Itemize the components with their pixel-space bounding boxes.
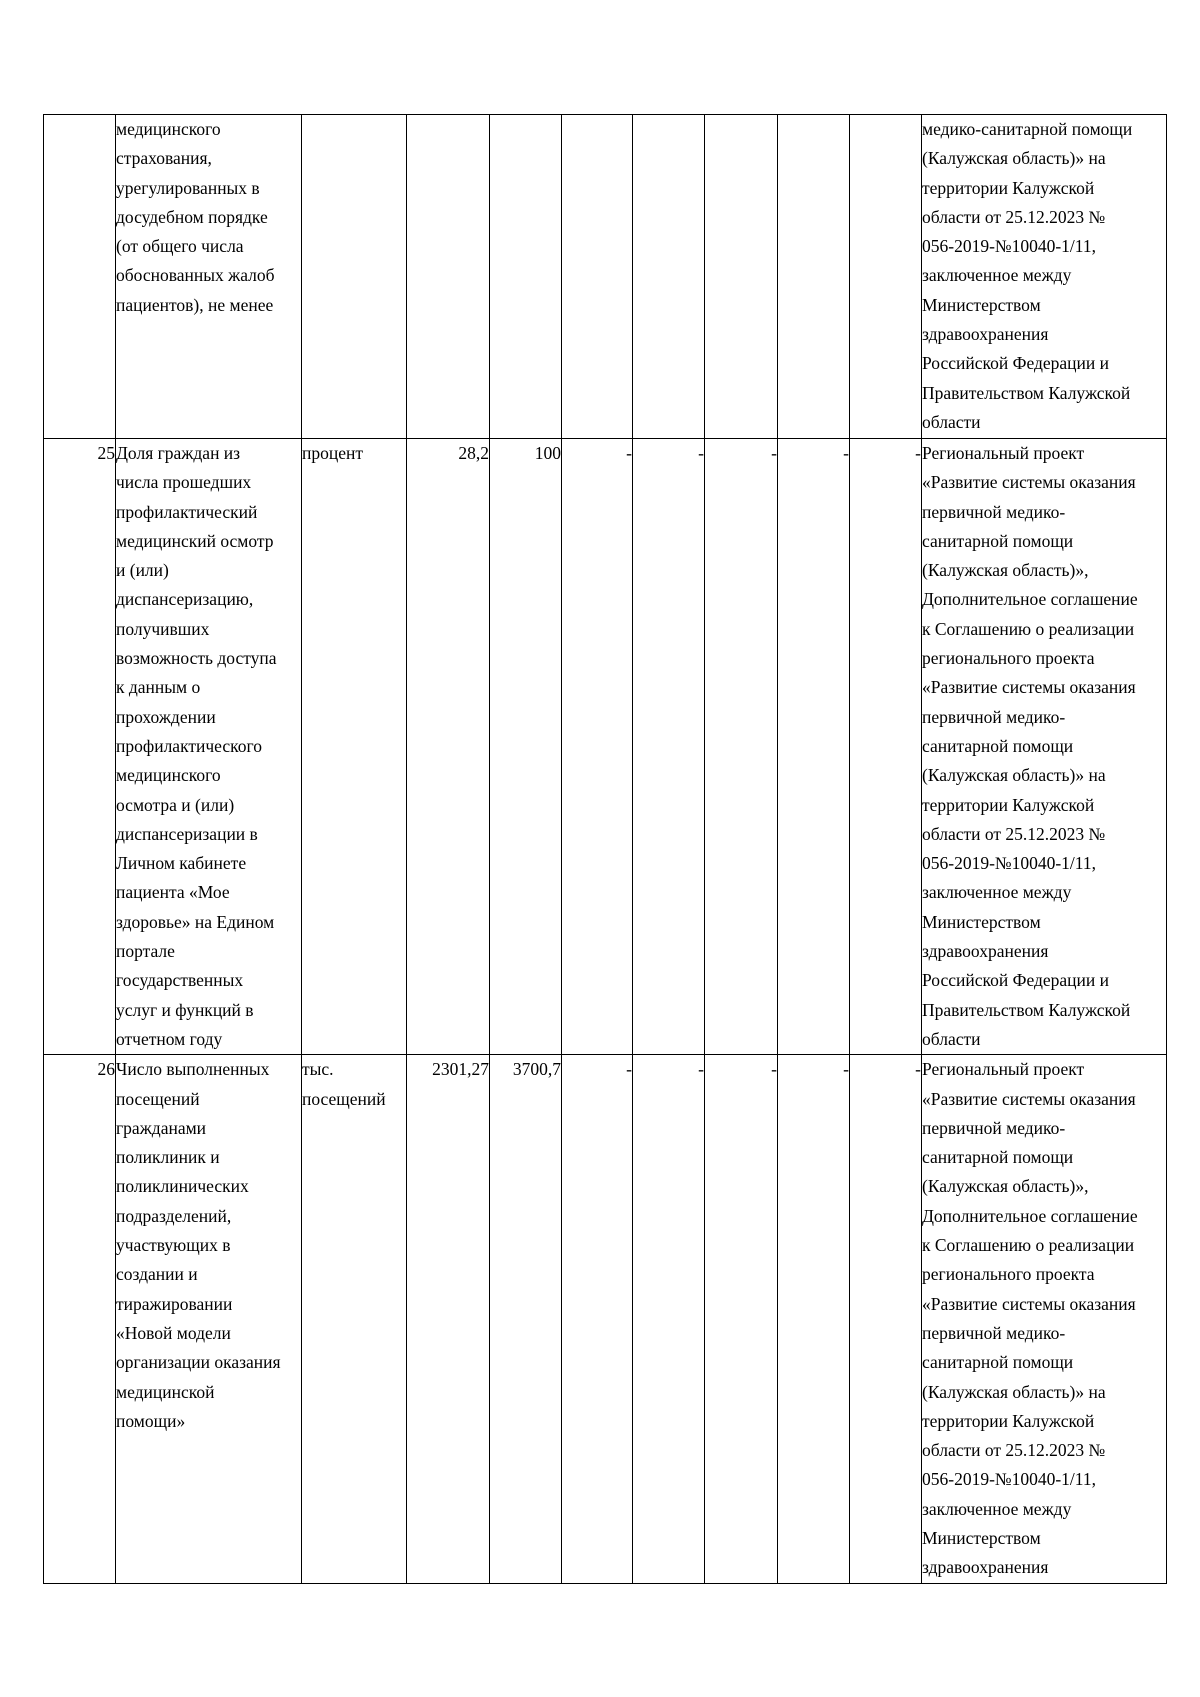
text-line: территории Калужской: [922, 794, 1095, 815]
text-line: «Новой модели: [116, 1322, 231, 1343]
year-value-3: [705, 115, 778, 439]
year-value-1: -: [562, 439, 633, 1055]
row-number: [44, 115, 116, 439]
text-line: территории Калужской: [922, 1410, 1095, 1431]
text-line: Дополнительное соглашение: [922, 589, 1138, 610]
text-line: подразделений,: [116, 1205, 232, 1226]
text-line: медицинского: [116, 119, 221, 139]
text-line: к Соглашению о реализации: [922, 1235, 1135, 1256]
text-line: досудебном порядке: [116, 206, 268, 227]
year-value-2: -: [633, 439, 705, 1055]
text-line: Правительством Калужской: [922, 999, 1131, 1020]
text-line: урегулированных в: [116, 177, 260, 198]
text-line: заключенное между: [922, 882, 1072, 903]
text-line: Личном кабинете: [116, 853, 247, 874]
source-document: [922, 1055, 1167, 1583]
text-line: санитарной помощи: [922, 735, 1074, 756]
year-value-5: [850, 115, 922, 439]
year-value-5: -: [850, 1055, 922, 1583]
row-number: 26: [44, 1055, 116, 1583]
table-row: [44, 439, 1167, 1055]
year-value-3: -: [705, 439, 778, 1055]
indicators-table: [43, 114, 1167, 1584]
text-line: обоснованных жалоб: [116, 265, 275, 286]
year-value-2: [633, 115, 705, 439]
text-line: здравоохранения: [922, 941, 1049, 962]
year-value-1: -: [562, 1055, 633, 1583]
source-document: [922, 115, 1167, 439]
text-line: первичной медико-: [922, 501, 1066, 522]
text-line: тыс.: [302, 1059, 334, 1080]
base-value: 2301,27: [407, 1055, 490, 1583]
year-value-5: -: [850, 439, 922, 1055]
text-line: Министерством: [922, 911, 1041, 932]
indicator-name: [116, 1055, 302, 1583]
text-line: и (или): [116, 560, 169, 581]
text-line: первичной медико-: [922, 1117, 1066, 1138]
year-value-4: -: [778, 1055, 850, 1583]
text-line: профилактический: [116, 501, 258, 522]
year-value-3: -: [705, 1055, 778, 1583]
text-line: здравоохранения: [922, 1557, 1049, 1578]
text-line: осмотра и (или): [116, 794, 235, 815]
table-row: [44, 1055, 1167, 1583]
text-line: 056-2019-№10040-1/11,: [922, 853, 1097, 874]
text-line: (от общего числа: [116, 236, 244, 257]
text-line: 056-2019-№10040-1/11,: [922, 236, 1097, 257]
indicator-name: [116, 115, 302, 439]
text-line: Региональный проект: [922, 1059, 1085, 1080]
text-line: поликлинических: [116, 1176, 249, 1197]
text-line: возможность доступа: [116, 648, 277, 669]
text-line: прохождении: [116, 706, 216, 727]
text-line: государственных: [116, 970, 244, 991]
text-line: Доля граждан из: [116, 443, 241, 463]
row-number: 25: [44, 439, 116, 1055]
text-line: процент: [302, 443, 364, 463]
text-line: Российской Федерации и: [922, 970, 1110, 991]
text-line: первичной медико-: [922, 706, 1066, 727]
text-line: портале: [116, 941, 175, 962]
year-value-4: [778, 115, 850, 439]
text-line: «Развитие системы оказания: [922, 1088, 1136, 1109]
text-line: помощи»: [116, 1410, 186, 1431]
text-line: территории Калужской: [922, 177, 1095, 198]
text-line: посещений: [116, 1088, 200, 1109]
text-line: создании и: [116, 1264, 198, 1285]
text-line: Региональный проект: [922, 443, 1085, 463]
text-line: регионального проекта: [922, 1264, 1095, 1285]
text-line: Число выполненных: [116, 1059, 270, 1080]
text-line: диспансеризацию,: [116, 589, 254, 610]
text-line: участвующих в: [116, 1235, 231, 1256]
text-line: к Соглашению о реализации: [922, 618, 1135, 639]
text-line: области от 25.12.2023 №: [922, 823, 1106, 844]
text-line: здоровье» на Едином: [116, 911, 275, 932]
text-line: числа прошедших: [116, 472, 252, 493]
target-value: 3700,7: [490, 1055, 562, 1583]
text-line: заключенное между: [922, 265, 1072, 286]
text-line: получивших: [116, 618, 210, 639]
text-line: области от 25.12.2023 №: [922, 206, 1106, 227]
table-row: [44, 115, 1167, 439]
text-line: регионального проекта: [922, 648, 1095, 669]
text-line: (Калужская область)» на: [922, 1381, 1106, 1402]
text-line: «Развитие системы оказания: [922, 1293, 1136, 1314]
text-line: отчетном году: [116, 1028, 223, 1049]
text-line: (Калужская область)» на: [922, 765, 1106, 786]
text-line: диспансеризации в: [116, 823, 258, 844]
text-line: санитарной помощи: [922, 1352, 1074, 1373]
indicator-name: [116, 439, 302, 1055]
text-line: Правительством Калужской: [922, 382, 1131, 403]
year-value-4: -: [778, 439, 850, 1055]
text-line: поликлиник и: [116, 1147, 220, 1168]
text-line: медико-санитарной помощи: [922, 119, 1133, 139]
text-line: санитарной помощи: [922, 530, 1074, 551]
text-line: области: [922, 411, 981, 432]
text-line: Дополнительное соглашение: [922, 1205, 1138, 1226]
text-line: профилактического: [116, 735, 262, 756]
base-value: 28,2: [407, 439, 490, 1055]
text-line: Министерством: [922, 294, 1041, 315]
text-line: Российской Федерации и: [922, 353, 1110, 374]
target-value: 100: [490, 439, 562, 1055]
text-line: здравоохранения: [922, 324, 1049, 345]
text-line: (Калужская область)»,: [922, 560, 1089, 581]
text-line: пациента «Мое: [116, 882, 230, 903]
year-value-2: -: [633, 1055, 705, 1583]
text-line: «Развитие системы оказания: [922, 677, 1136, 698]
unit-cell: [302, 439, 407, 1055]
text-line: «Развитие системы оказания: [922, 472, 1136, 493]
text-line: заключенное между: [922, 1498, 1072, 1519]
text-line: медицинского: [116, 765, 221, 786]
unit-cell: [302, 1055, 407, 1583]
text-line: гражданами: [116, 1117, 207, 1138]
text-line: медицинский осмотр: [116, 530, 274, 551]
text-line: области: [922, 1028, 981, 1049]
base-value: [407, 115, 490, 439]
text-line: медицинской: [116, 1381, 215, 1402]
text-line: первичной медико-: [922, 1322, 1066, 1343]
text-line: (Калужская область)» на: [922, 148, 1106, 169]
text-line: организации оказания: [116, 1352, 281, 1373]
unit-cell: [302, 115, 407, 439]
text-line: пациентов), не менее: [116, 294, 274, 315]
text-line: (Калужская область)»,: [922, 1176, 1089, 1197]
text-line: Министерством: [922, 1527, 1041, 1548]
text-line: посещений: [302, 1088, 386, 1109]
text-line: услуг и функций в: [116, 999, 254, 1020]
text-line: к данным о: [116, 677, 201, 698]
text-line: тиражировании: [116, 1293, 233, 1314]
text-line: области от 25.12.2023 №: [922, 1440, 1106, 1461]
text-line: 056-2019-№10040-1/11,: [922, 1469, 1097, 1490]
text-line: санитарной помощи: [922, 1147, 1074, 1168]
year-value-1: [562, 115, 633, 439]
text-line: страхования,: [116, 148, 212, 169]
source-document: [922, 439, 1167, 1055]
target-value: [490, 115, 562, 439]
